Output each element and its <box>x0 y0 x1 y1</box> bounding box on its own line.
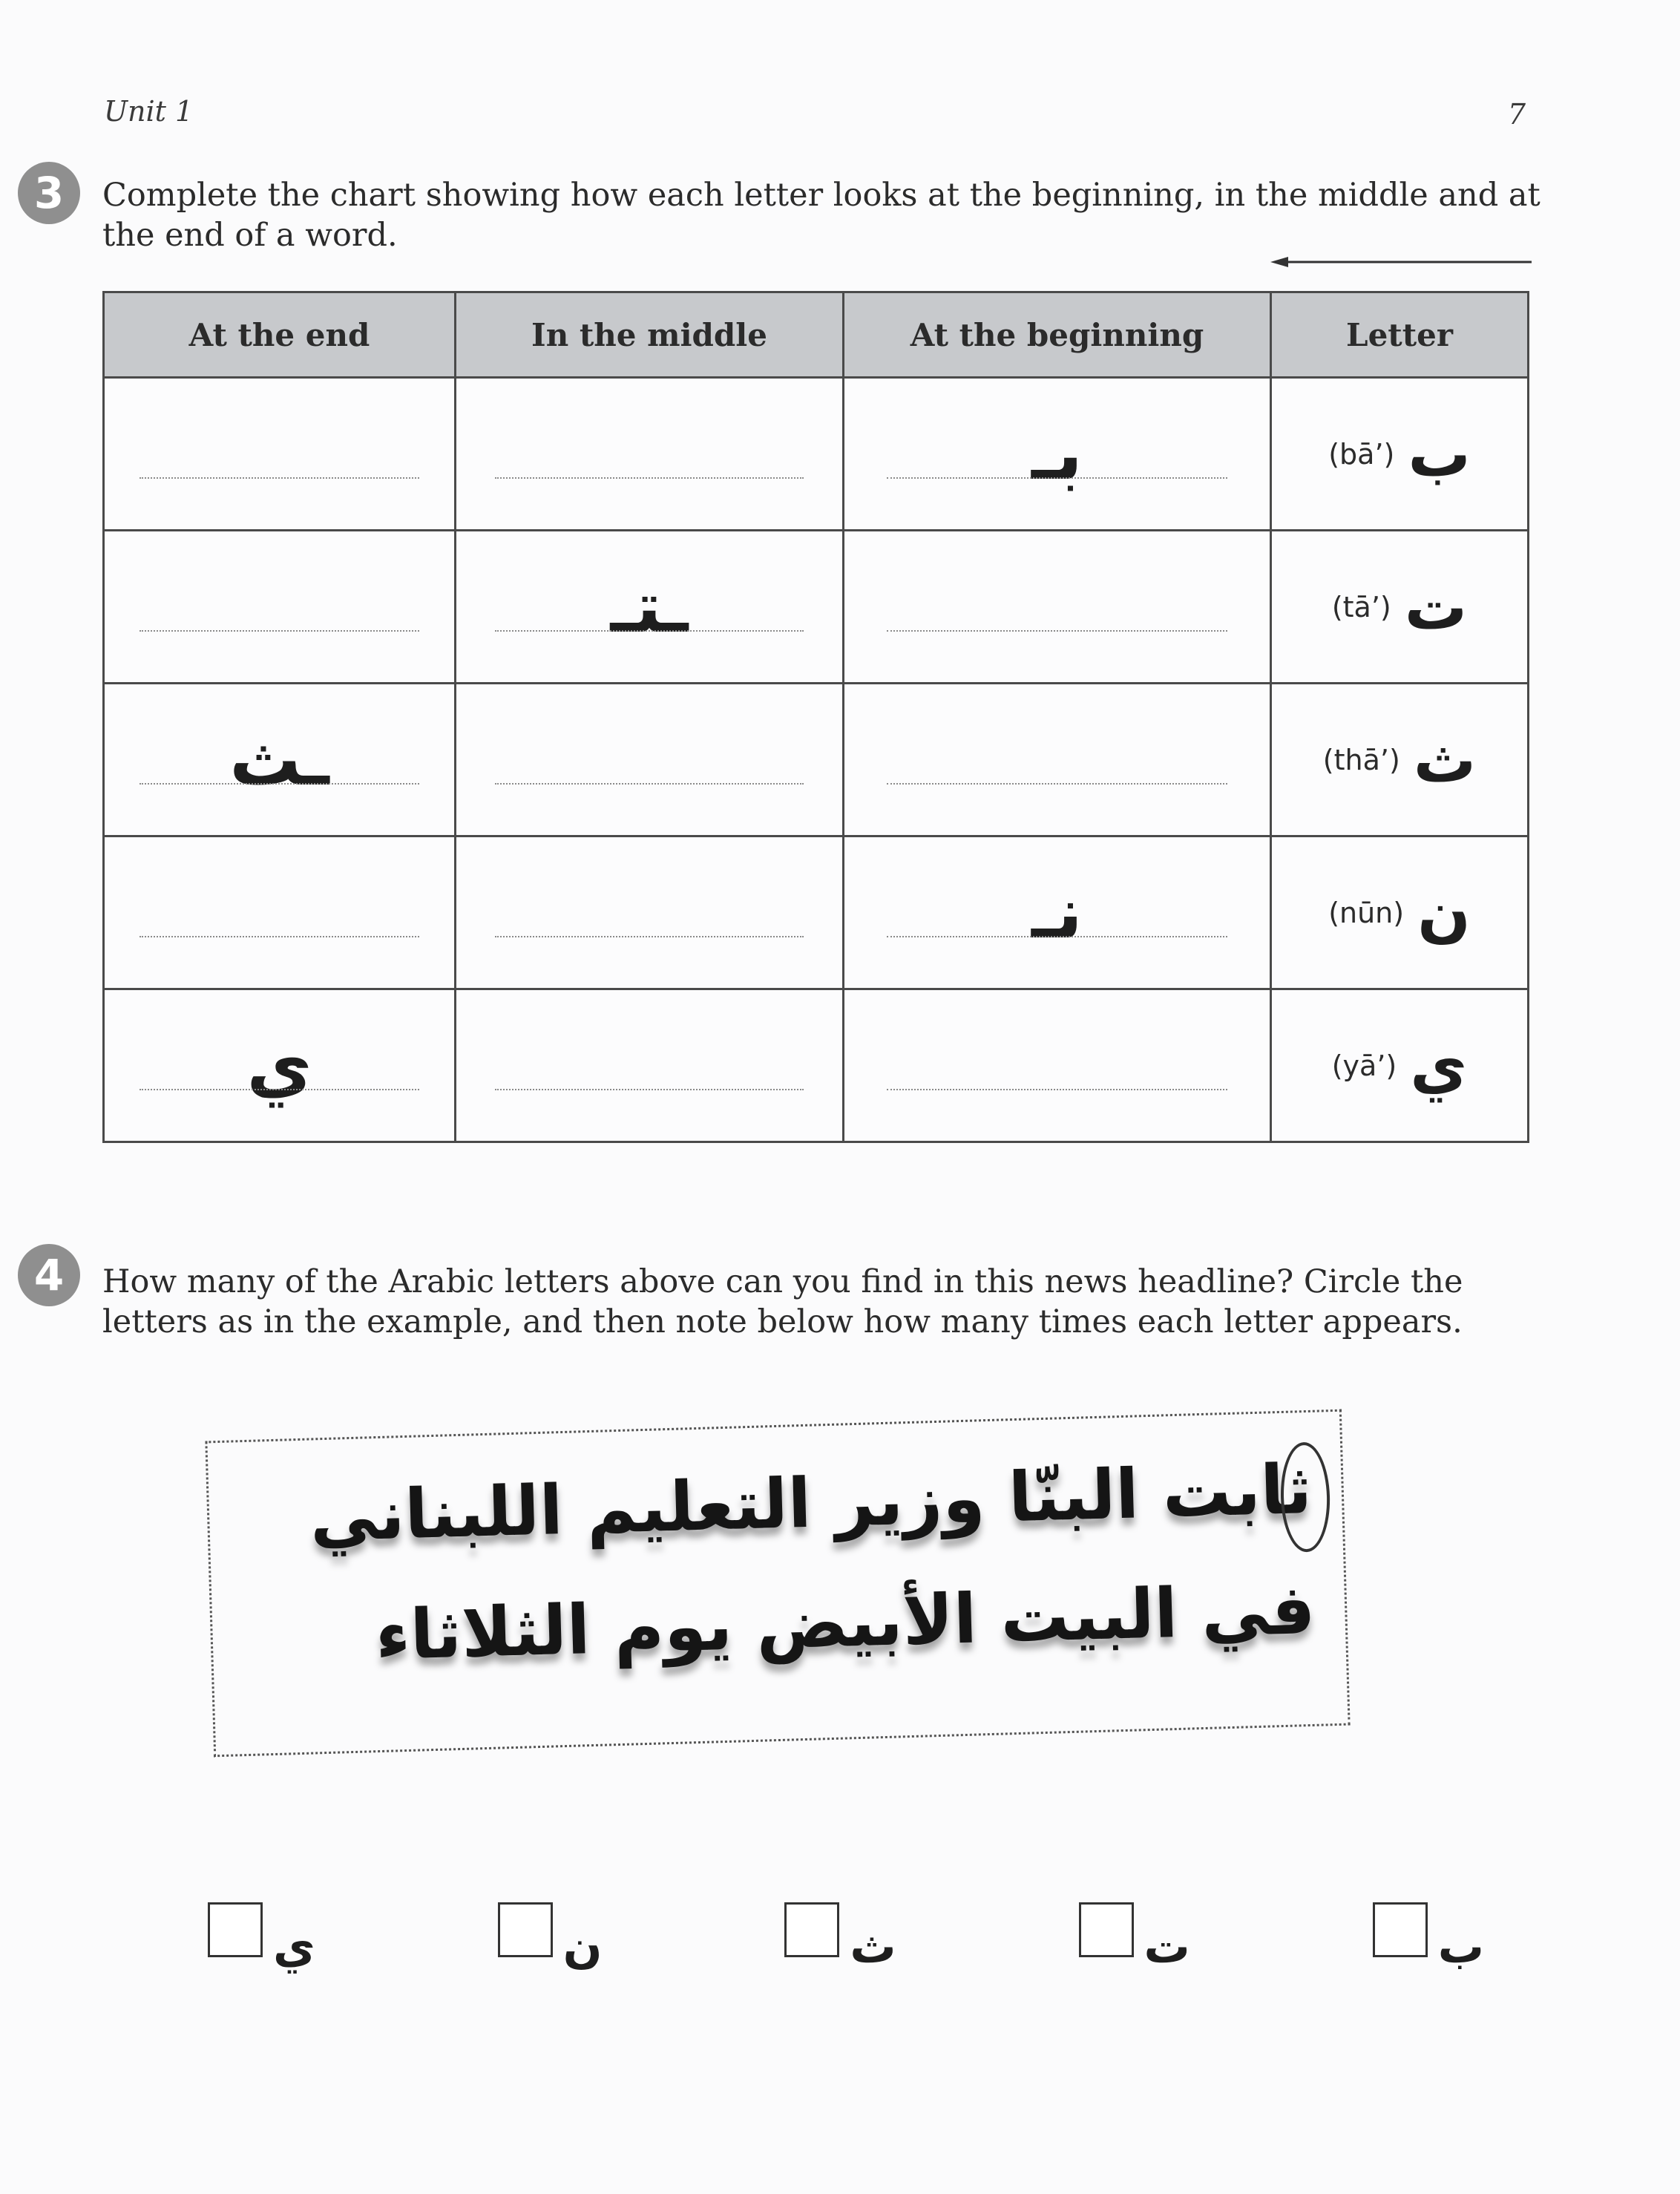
writing-line <box>140 1089 419 1090</box>
cell-end <box>104 989 456 1142</box>
cell-letter <box>1271 836 1529 989</box>
cell-middle <box>456 531 844 684</box>
cell-middle[interactable] <box>456 836 844 989</box>
writing-line <box>887 783 1227 785</box>
writing-line <box>495 783 804 785</box>
letter-count-row <box>208 1885 1484 1974</box>
chart-row-ya <box>104 989 1529 1142</box>
letter-glyph: ث <box>1413 723 1477 796</box>
letter-glyph: ب <box>1408 417 1471 491</box>
exercise-3-instruction: Complete the chart showing how each letter looks at the beginning, in the middle and at the end of a word. <box>102 177 1540 254</box>
count-item-ya <box>208 1885 315 1974</box>
unit-label: Unit 1 <box>104 95 194 128</box>
column-header-middle: In the middle <box>456 292 844 378</box>
form-beginning: نـ <box>1031 871 1083 954</box>
cell-middle[interactable] <box>456 378 844 531</box>
letter-forms-chart <box>102 291 1529 1143</box>
headline-line-2[interactable]: في البيت الأبيض يوم الثلاثاء <box>374 1569 1316 1676</box>
cell-beginning <box>844 378 1271 531</box>
letter-name: (thā’) <box>1322 743 1400 776</box>
count-letter: ث <box>850 1919 896 1974</box>
cell-letter <box>1271 989 1529 1142</box>
page-number: 7 <box>1507 98 1526 131</box>
chart-row-ba <box>104 378 1529 531</box>
writing-line <box>887 477 1227 479</box>
count-box[interactable] <box>1079 1902 1134 1957</box>
cell-beginning[interactable] <box>844 989 1271 1142</box>
count-letter: ب <box>1437 1919 1484 1974</box>
count-box[interactable] <box>1373 1902 1428 1957</box>
cell-middle[interactable] <box>456 684 844 836</box>
chart-row-nun <box>104 836 1529 989</box>
writing-line <box>887 630 1227 632</box>
writing-line <box>140 936 419 937</box>
chart-row-tha <box>104 684 1529 836</box>
cell-letter <box>1271 531 1529 684</box>
column-header-letter: Letter <box>1271 292 1529 378</box>
cell-end <box>104 684 456 836</box>
exercise-4-number: 4 <box>18 1244 80 1306</box>
writing-line <box>495 630 804 632</box>
column-header-beginning: At the beginning <box>844 292 1271 378</box>
cell-end[interactable] <box>104 378 456 531</box>
count-letter: ت <box>1143 1919 1190 1974</box>
example-circle-mark <box>1279 1441 1331 1553</box>
writing-line <box>887 1089 1227 1090</box>
count-box[interactable] <box>208 1902 263 1957</box>
count-box[interactable] <box>784 1902 839 1957</box>
count-item-ba <box>1373 1885 1484 1974</box>
rtl-arrow-icon <box>1270 257 1532 267</box>
letter-name: (yā’) <box>1331 1049 1397 1082</box>
cell-letter <box>1271 684 1529 836</box>
form-beginning: بـ <box>1031 412 1083 496</box>
cell-end[interactable] <box>104 836 456 989</box>
letter-glyph: ي <box>1410 1029 1468 1102</box>
chart-row-ta <box>104 531 1529 684</box>
writing-line <box>140 477 419 479</box>
letter-glyph: ن <box>1417 876 1471 949</box>
letter-glyph: ت <box>1404 570 1468 644</box>
form-end: ي <box>246 1024 312 1107</box>
form-end: ـث <box>229 718 329 802</box>
headline-line-1[interactable]: ثابت البنّا وزير التعليم اللبناني <box>309 1449 1313 1557</box>
writing-line <box>495 477 804 479</box>
count-item-ta <box>1079 1885 1190 1974</box>
writing-line <box>495 1089 804 1090</box>
letter-name: (tā’) <box>1331 590 1391 623</box>
form-middle: ـتـ <box>610 565 689 649</box>
count-item-tha <box>784 1885 896 1974</box>
letter-name: (bā’) <box>1328 437 1395 471</box>
cell-beginning[interactable] <box>844 531 1271 684</box>
news-headline-box <box>205 1409 1350 1758</box>
cell-letter <box>1271 378 1529 531</box>
exercise-3-number: 3 <box>18 162 80 224</box>
letter-name: (nūn) <box>1328 896 1405 929</box>
writing-line <box>140 630 419 632</box>
chart-header-row <box>104 292 1529 378</box>
writing-line <box>887 936 1227 937</box>
cell-beginning <box>844 836 1271 989</box>
count-item-nun <box>498 1885 603 1974</box>
cell-beginning[interactable] <box>844 684 1271 836</box>
count-letter: ن <box>562 1919 603 1974</box>
count-letter: ي <box>273 1919 315 1974</box>
exercise-4-instruction: How many of the Arabic letters above can you find in this news headline? Circle the letters as in the example, and then note below how many times each letter appears. <box>102 1263 1463 1340</box>
cell-middle[interactable] <box>456 989 844 1142</box>
column-header-end: At the end <box>104 292 456 378</box>
writing-line <box>140 783 419 785</box>
cell-end[interactable] <box>104 531 456 684</box>
writing-line <box>495 936 804 937</box>
count-box[interactable] <box>498 1902 553 1957</box>
